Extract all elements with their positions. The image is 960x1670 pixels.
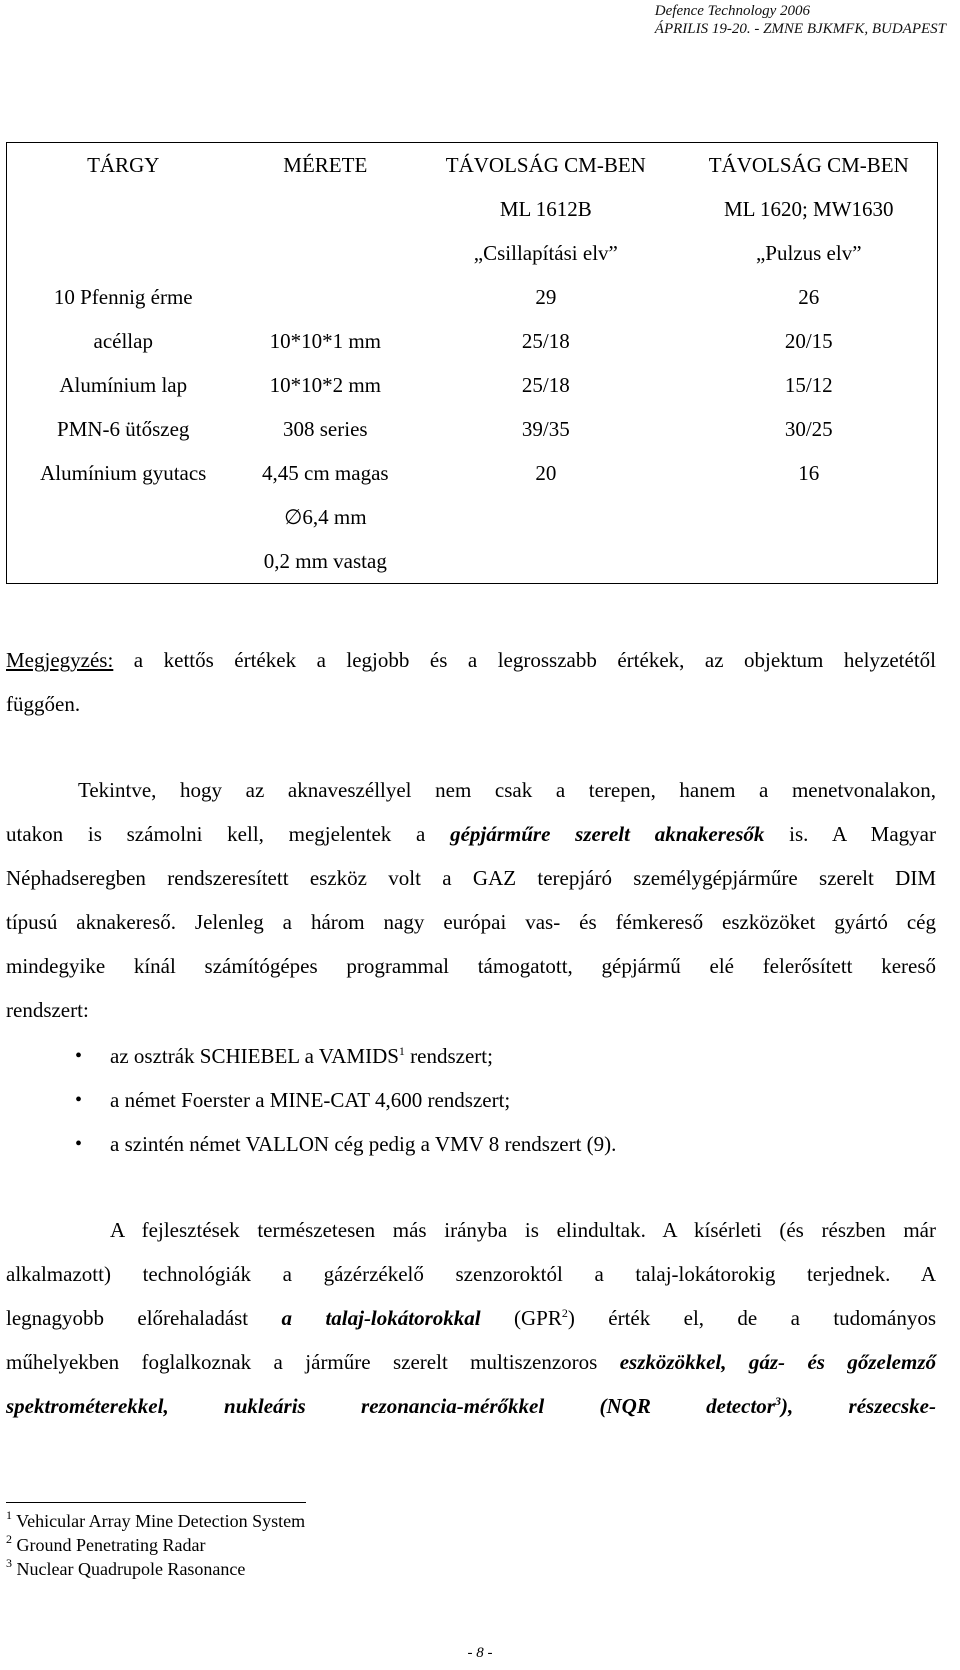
distance-2-cell: 20/15 xyxy=(784,329,833,353)
header-title: Defence Technology 2006 xyxy=(654,3,811,19)
paragraph-1-line: típusú aknakereső. Jelenleg a három nagy európai vas- és fémkereső eszközöket gyártó cég xyxy=(6,910,936,934)
distance-1-cell: 25/18 xyxy=(521,329,570,353)
paragraph-2-line: spektrométerekkel, nukleáris rezonancia-mérőkkel (NQR detector$^3$), részecske- xyxy=(6,1394,936,1418)
table-row xyxy=(7,407,938,451)
list-item: • az osztrák SCHIEBEL a VAMIDS$^1$ rendszert; xyxy=(110,1034,493,1078)
distance-2-cell: 26 xyxy=(798,285,820,309)
detection-distance-table xyxy=(6,142,938,584)
paragraph-2-line: A fejlesztések természetesen más irányba is elindultak. A kísérleti (és részben már xyxy=(110,1218,936,1242)
distance-1-cell: 20 xyxy=(535,461,557,485)
distance-2-cell: 16 xyxy=(798,461,820,485)
item-cell: Alumínium gyutacs xyxy=(40,461,207,485)
distance-2-cell: 15/12 xyxy=(784,373,833,397)
size-cell: 10*10*2 mm xyxy=(269,373,381,397)
header-subtitle: ÁPRILIS 19-20. - ZMNE BJKMFK, BUDAPEST xyxy=(654,21,946,37)
note-line-2: függően. xyxy=(6,692,81,716)
paragraph-2-line: legnagyobb előrehaladást a talaj-lokátorokkal (GPR$^2$) érték el, de a tudományos xyxy=(6,1306,937,1330)
size-cell xyxy=(239,275,411,319)
paragraph-1-line: utakon is számolni kell, megjelentek a gépjárműre szerelt aknakeresők is. A Magyar xyxy=(6,822,936,846)
footnote-separator xyxy=(6,1502,306,1503)
paragraph-2-line: műhelyekben foglalkoznak a járműre szerelt multiszenzoros eszközökkel, gáz- és gőzelemző xyxy=(6,1350,936,1374)
distance-1-cell: 25/18 xyxy=(521,373,570,397)
size-cell: 10*10*1 mm xyxy=(269,329,381,353)
running-header xyxy=(655,2,946,38)
table-row xyxy=(7,319,938,363)
footnote: $^3$ Nuclear Quadrupole Rasonance xyxy=(6,1556,246,1579)
item-cell: PMN-6 ütőszeg xyxy=(57,417,190,441)
emphasis: eszközökkel, gáz- és gőzelemző xyxy=(619,1350,936,1374)
table-row xyxy=(7,275,938,319)
size-cell: 308 series xyxy=(283,417,368,441)
list-item: • a szintén német VALLON cég pedig a VMV 8 rendszert (9). xyxy=(110,1122,616,1166)
header-cell-size: MÉRETE xyxy=(283,153,368,177)
table-row xyxy=(7,363,938,407)
size-cell: 4,45 cm magas ∅6,4 mm 0,2 mm vastag xyxy=(262,461,389,573)
paragraph-1-line: Néphadseregben rendszeresített eszköz volt a GAZ terepjáró személygépjárműre szerelt DIM xyxy=(6,866,936,890)
paragraph-1-line: mindegyike kínál számítógépes programmal támogatott, gépjármű elé felerősített kereső xyxy=(6,954,936,978)
table-header-row xyxy=(7,143,938,276)
paragraph-2-line: alkalmazott) technológiák a gázérzékelő szenzoroktól a talaj-lokátorokig terjednek. A xyxy=(6,1262,936,1286)
paragraph-1-line: Tekintve, hogy az aknaveszéllyel nem csak a terepen, hanem a menetvonalakon, xyxy=(78,778,936,802)
emphasis: gépjárműre szerelt aknakeresők xyxy=(450,822,765,846)
list-item: • a német Foerster a MINE-CAT 4,600 rendszert; xyxy=(110,1078,510,1122)
note-label: Megjegyzés: xyxy=(6,648,114,672)
footnote: $^1$ Vehicular Array Mine Detection System xyxy=(6,1508,306,1531)
emphasis: a talaj-lokátorokkal xyxy=(281,1306,481,1330)
table-row xyxy=(7,451,938,584)
note-line-1: Megjegyzés: a kettős értékek a legjobb és a legrosszabb értékek, az objektum helyzetétől xyxy=(6,648,936,672)
distance-1-cell: 39/35 xyxy=(521,417,570,441)
distance-1-cell: 29 xyxy=(535,285,557,309)
header-cell-distance-1: TÁVOLSÁG CM-BEN ML 1612B „Csillapítási elv” xyxy=(445,153,646,265)
item-cell: Alumínium lap xyxy=(59,373,188,397)
header-cell-item: TÁRGY xyxy=(87,153,160,177)
item-cell: acéllap xyxy=(93,329,153,353)
paragraph-1-line: rendszert: xyxy=(6,998,89,1022)
footnote: $^2$ Ground Penetrating Radar xyxy=(6,1532,206,1555)
page-number: - 8 - xyxy=(467,1645,493,1661)
distance-2-cell: 30/25 xyxy=(784,417,833,441)
header-cell-distance-2: TÁVOLSÁG CM-BEN ML 1620; MW1630 „Pulzus elv” xyxy=(708,153,909,265)
item-cell: 10 Pfennig érme xyxy=(53,285,193,309)
